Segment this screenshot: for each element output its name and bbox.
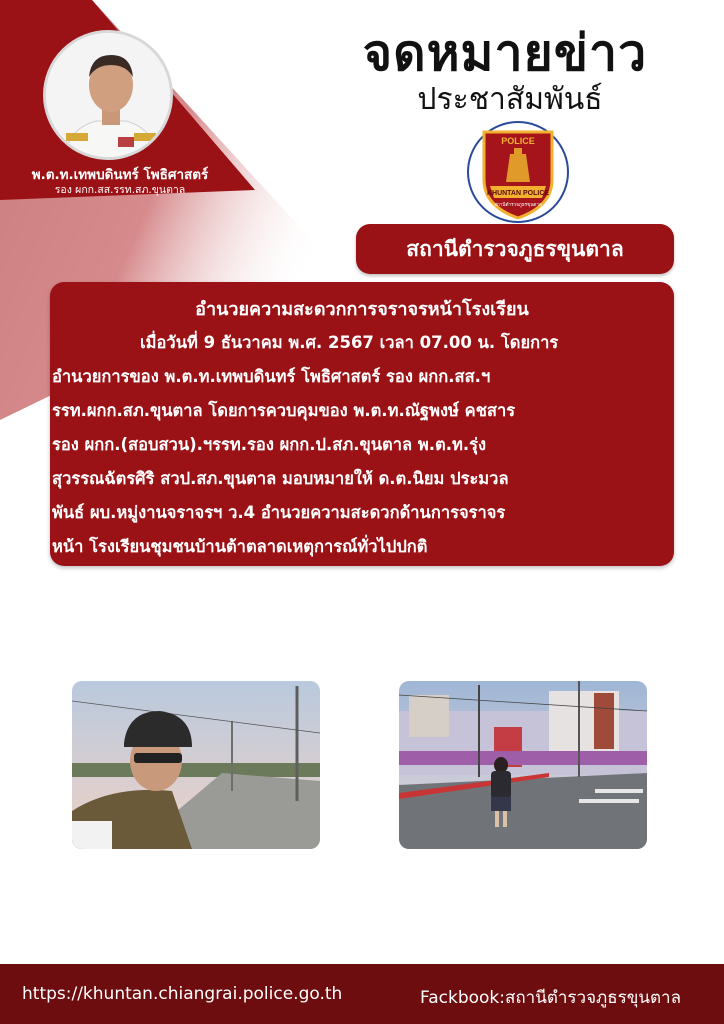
newsletter-subtitle: ประชาสัมพันธ์ — [417, 82, 603, 117]
news-line-7: หน้า โรงเรียนชุมชนบ้านต้าตลาดเหตุการณ์ทั่วไปปกติ — [52, 537, 428, 556]
news-headline: อำนวยความสะดวกการจราจรหน้าโรงเรียน — [195, 299, 529, 320]
news-line-2: อำนวยการของ พ.ต.ท.เทพบดินทร์ โพธิศาสตร์ รอง ผกก.สส.ฯ — [52, 367, 491, 386]
police-badge-icon — [466, 120, 570, 224]
footer-bar — [0, 964, 724, 1024]
badge-bottom-text: สถานีตำรวจภูธรขุนตาล — [494, 203, 542, 208]
news-line-5: สุวรรณฉัตรศิริ สวป.สภ.ขุนตาล มอบหมายให้ ด.ต.นิยม ประมวล — [52, 469, 509, 488]
news-card — [50, 282, 674, 566]
officer-photo-icon — [46, 33, 173, 160]
badge-ribbon-text: KHUNTAN POLICE — [486, 190, 550, 197]
news-line-6: พันธ์ ผบ.หมู่งานจราจรฯ ว.4 อำนวยความสะดวกด้านการจราจร — [52, 503, 506, 522]
officer-name: พ.ต.ท.เทพบดินทร์ โพธิศาสตร์ — [31, 167, 209, 183]
footer-website-link[interactable]: https://khuntan.chiangrai.police.go.th — [22, 984, 343, 1004]
newsletter-title: จดหมายข่าว — [362, 24, 648, 82]
station-label: สถานีตำรวจภูธรขุนตาล — [356, 224, 674, 274]
badge-top-text: POLICE — [501, 136, 535, 146]
footer-facebook-link[interactable]: Fackbook:สถานีตำรวจภูธรขุนตาล — [420, 988, 682, 1008]
news-line-4: รอง ผกก.(สอบสวน).ฯรรท.รอง ผกก.ป.สภ.ขุนตาล พ.ต.ท.รุ่ง — [52, 435, 487, 454]
news-line-1: เมื่อวันที่ 9 ธันวาคม พ.ศ. 2567 เวลา 07.00 น. โดยการ — [140, 333, 559, 352]
photo-student-crossing — [399, 681, 647, 849]
photo-officer-selfie — [72, 681, 320, 849]
officer-portrait — [43, 30, 173, 160]
news-line-3: รรท.ผกก.สภ.ขุนตาล โดยการควบคุมของ พ.ต.ท.ณัฐพงษ์ คชสาร — [52, 401, 516, 420]
officer-role: รอง ผกก.สส.รรท.สภ.ขุนตาล — [54, 184, 186, 196]
